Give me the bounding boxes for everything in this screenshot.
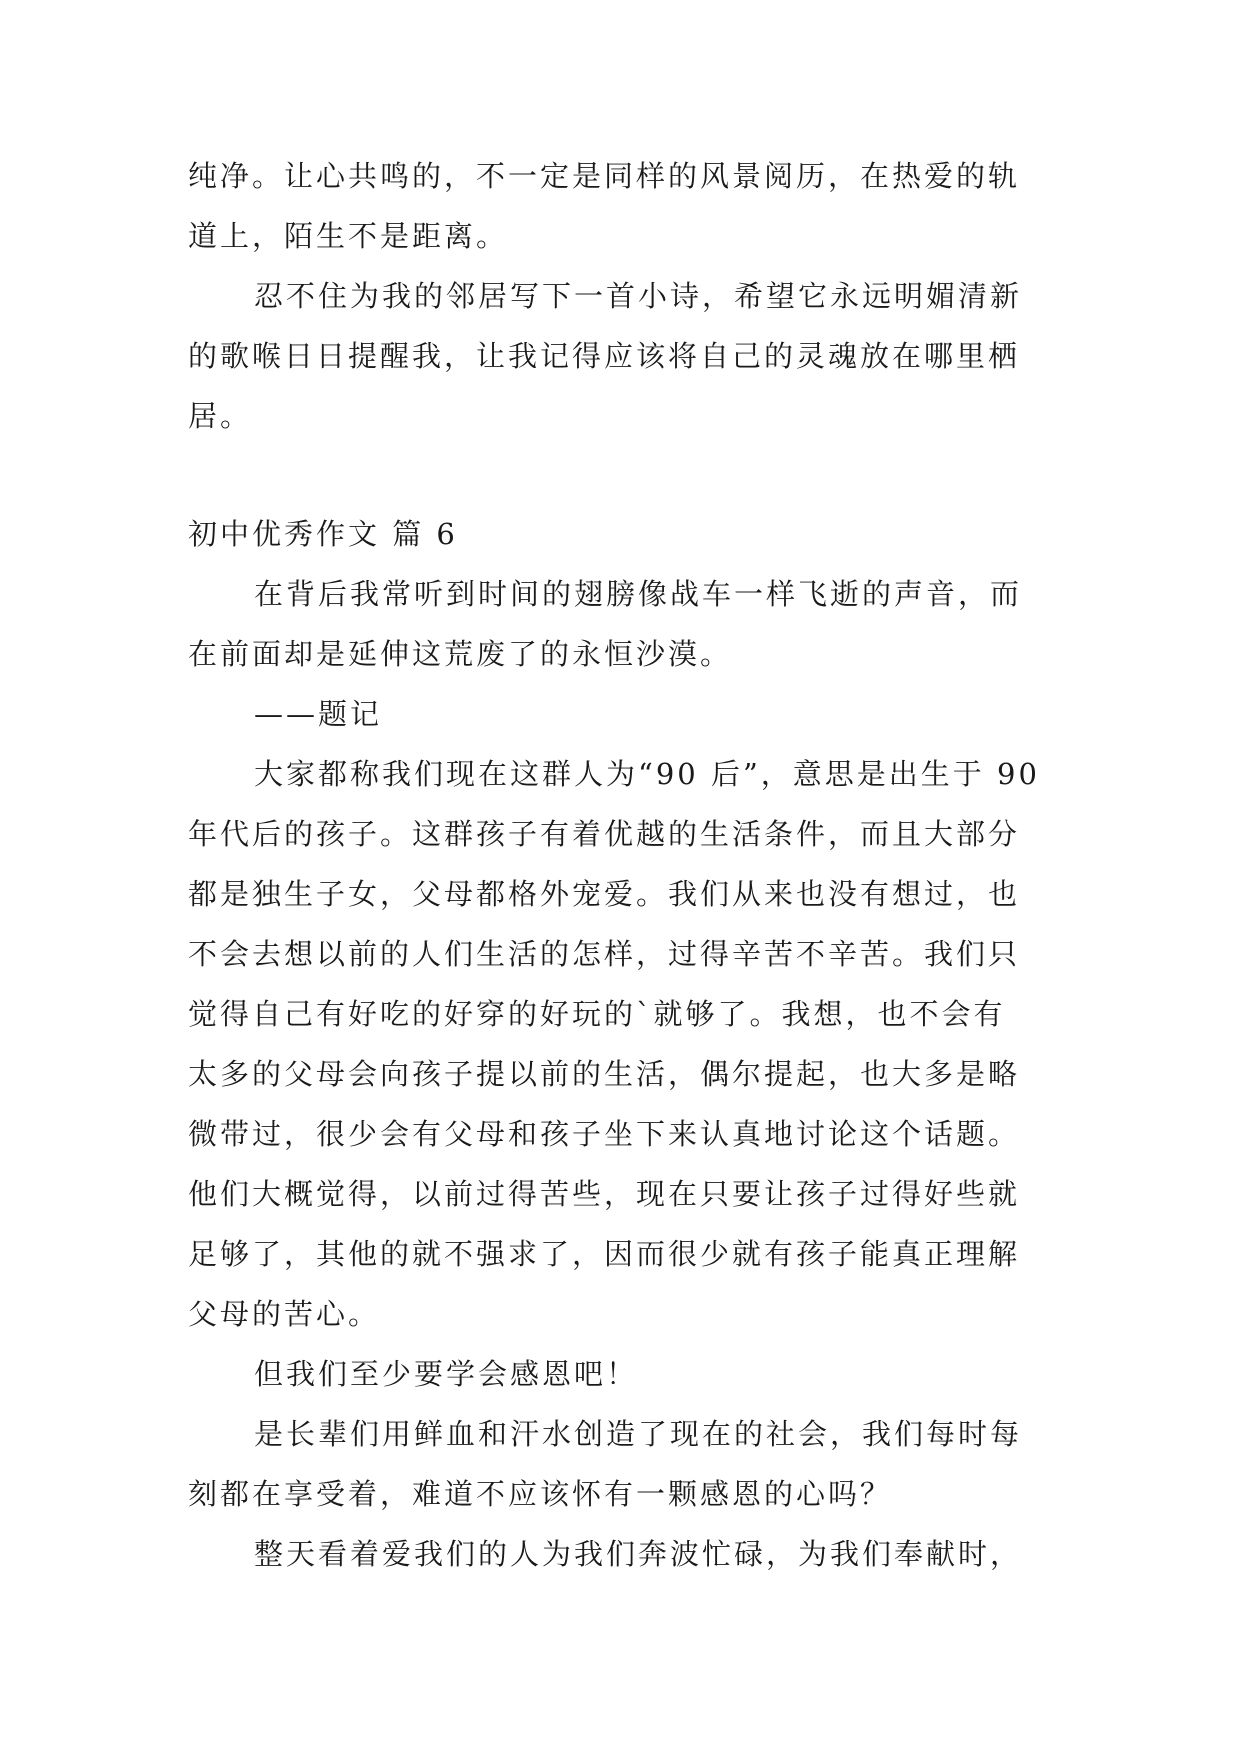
text-line: 太多的父母会向孩子提以前的生活，偶尔提起，也大多是略 [188,1057,1021,1091]
text-line: 但我们至少要学会感恩吧！ [254,1357,639,1391]
text-line: 道上，陌生不是距离。 [188,219,509,253]
text-line: 居。 [188,399,253,433]
text-line: 觉得自己有好吃的好穿的好玩的`就够了。我想，也不会有 [188,997,1006,1031]
text-line: 足够了，其他的就不强求了，因而很少就有孩子能真正理解 [188,1237,1021,1271]
text-line: 父母的苦心。 [188,1297,381,1331]
text-line: 年代后的孩子。这群孩子有着优越的生活条件，而且大部分 [188,817,1021,851]
text-line: 是长辈们用鲜血和汗水创造了现在的社会，我们每时每 [254,1417,1023,1451]
text-line: 微带过，很少会有父母和孩子坐下来认真地讨论这个话题。 [188,1117,1021,1151]
text-line: 纯净。让心共鸣的，不一定是同样的风景阅历，在热爱的轨 [188,159,1021,193]
text-line: 整天看着爱我们的人为我们奔波忙碌，为我们奉献时， [254,1537,1023,1571]
epigraph-attribution: ——题记 [254,697,383,731]
text-line: 大家都称我们现在这群人为“90 后”，意思是出生于 90 [254,757,1040,791]
text-line: 忍不住为我的邻居写下一首小诗，希望它永远明媚清新 [254,279,1023,313]
text-line: 不会去想以前的人们生活的怎样，过得辛苦不辛苦。我们只 [188,937,1021,971]
text-line: 在背后我常听到时间的翅膀像战车一样飞逝的声音，而 [254,577,1023,611]
text-line: 刻都在享受着，难道不应该怀有一颗感恩的心吗？ [188,1477,893,1511]
section-heading: 初中优秀作文 篇 6 [188,517,458,551]
text-line: 都是独生子女，父母都格外宠爱。我们从来也没有想过，也 [188,877,1021,911]
text-line: 的歌喉日日提醒我，让我记得应该将自己的灵魂放在哪里栖 [188,339,1021,373]
text-line: 他们大概觉得，以前过得苦些，现在只要让孩子过得好些就 [188,1177,1021,1211]
text-line: 在前面却是延伸这荒废了的永恒沙漠。 [188,637,733,671]
